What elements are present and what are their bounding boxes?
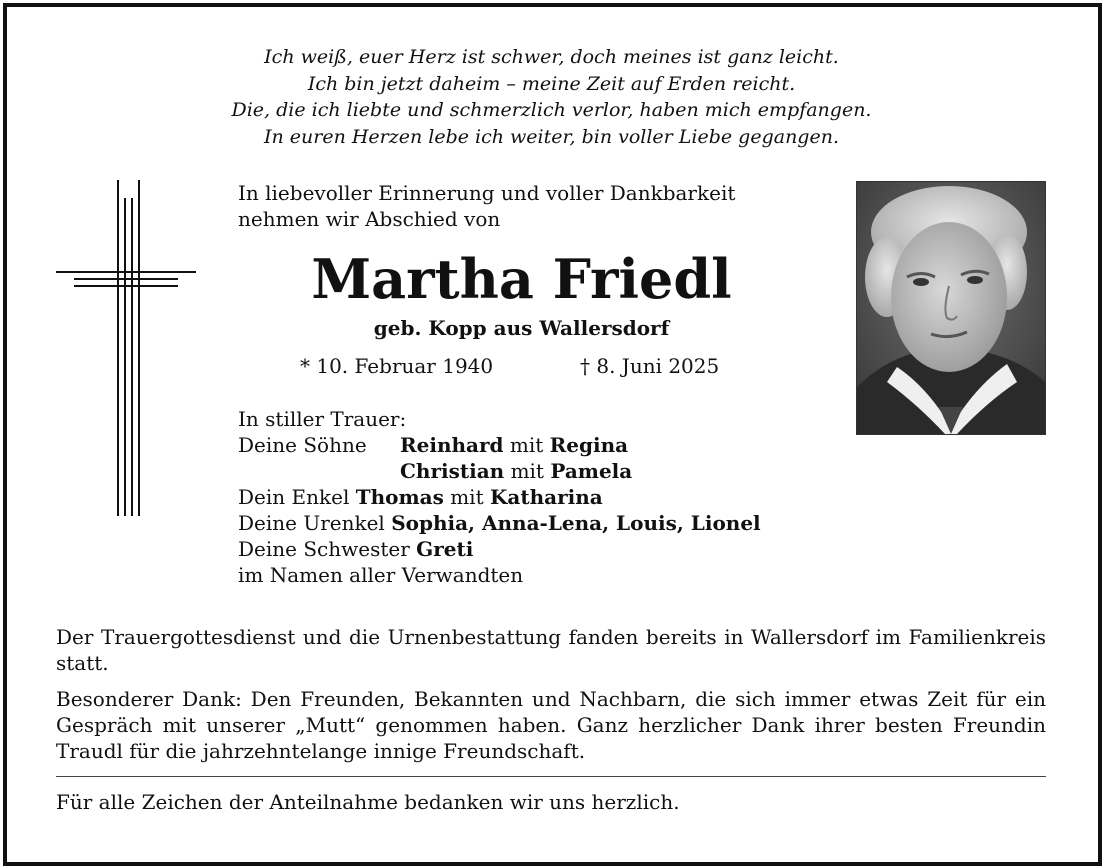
great-label: Deine Urenkel — [238, 511, 385, 535]
sister-name: Greti — [416, 537, 474, 561]
with-word: mit — [510, 459, 544, 483]
death-date: † 8. Juni 2025 — [580, 354, 720, 378]
sister-label: Deine Schwester — [238, 537, 410, 561]
great-names: Sophia, Anna-Lena, Louis, Lionel — [391, 511, 761, 535]
birth-date: * 10. Februar 1940 — [300, 354, 494, 378]
poem-line: In euren Herzen lebe ich weiter, bin voller Liebe gegangen. — [263, 125, 839, 148]
mourners-sons — [238, 432, 761, 458]
mourners-son2 — [238, 458, 761, 484]
deceased-name: Martha Friedl — [311, 247, 732, 311]
poem — [0, 44, 1103, 150]
divider-rule — [56, 776, 1046, 777]
poem-line: Ich weiß, euer Herz ist schwer, doch meines ist ganz leicht. — [264, 46, 839, 68]
funeral-paragraph: Der Trauergottesdienst und die Urnenbestattung fanden bereits in Wallersdorf im Familienkreis statt. — [56, 625, 1046, 675]
son-name: Reinhard — [400, 433, 504, 457]
partner-name: Pamela — [550, 459, 633, 483]
sons-label: Deine Söhne — [238, 433, 367, 457]
mourners-sister — [238, 536, 761, 562]
cross-icon — [56, 180, 196, 520]
mourners-grandchild — [238, 484, 761, 510]
portrait-image — [857, 182, 1045, 434]
mourners-great-grandchildren — [238, 510, 761, 536]
birth-name: geb. Kopp aus Wallersdorf — [373, 316, 670, 340]
partner-name: Katharina — [489, 485, 603, 509]
intro-line: In liebevoller Erinnerung und voller Dankbarkeit — [238, 181, 736, 205]
thanks-paragraph: Besonderer Dank: Den Freunden, Bekannten und Nachbarn, die sich immer etwas Zeit für ein Gespräch mit unserer „Mutt“ genommen haben. Ganz herzlicher Dank ihrer besten Freundin Traudl für die jahrzehntelange innige Freundschaft. — [56, 687, 1046, 763]
partner-name: Regina — [549, 433, 629, 457]
son-name: Christian — [400, 459, 505, 483]
poem-line: Die, die ich liebte und schmerzlich verlor, haben mich empfangen. — [231, 99, 872, 121]
mourners-list — [238, 406, 761, 588]
mourners-heading: In stiller Trauer: — [238, 407, 407, 431]
mourners-relatives: im Namen aller Verwandten — [238, 563, 524, 587]
closing-paragraph: Für alle Zeichen der Anteilnahme bedanken wir uns herzlich. — [56, 790, 680, 814]
grandchild-name: Thomas — [355, 485, 444, 509]
grandchild-label: Dein Enkel — [238, 485, 350, 509]
poem-line: Ich bin jetzt daheim – meine Zeit auf Erden reicht. — [307, 72, 796, 95]
with-word: mit — [450, 485, 484, 509]
intro-text — [238, 180, 735, 232]
with-word: mit — [509, 433, 544, 457]
portrait-photo — [856, 181, 1046, 435]
intro-line: nehmen wir Abschied von — [238, 207, 501, 231]
